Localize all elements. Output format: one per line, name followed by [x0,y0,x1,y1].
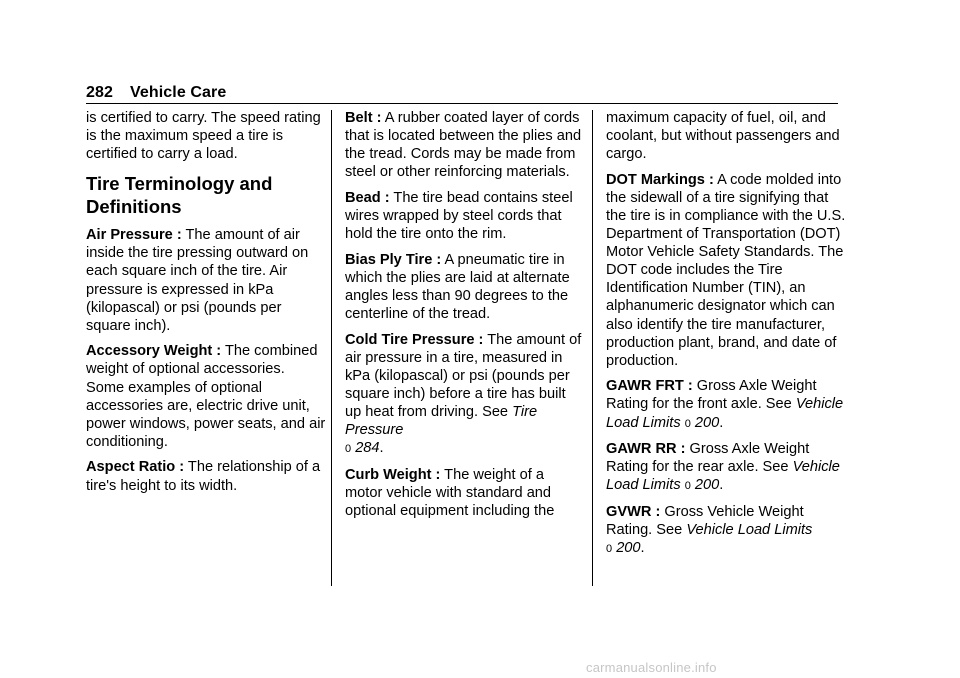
column-3 [606,109,846,566]
page-reference[interactable]: 284 [355,440,380,457]
term: GAWR FRT : [606,378,693,395]
page-header [86,83,226,103]
definition-text: Gross Axle Weight Rating for the rear axle. See [606,441,810,476]
term: Bead : [345,189,390,206]
page-reference[interactable]: 200 [616,540,641,557]
cross-reference-link[interactable]: Vehicle Load Limits [686,521,813,538]
definition-text: A rubber coated layer of cords that is located between the plies and the tread. Cords may be made from steel or other reinforcing materials. [345,110,582,181]
term: Air Pressure : [86,227,182,244]
term: GVWR : [606,503,661,520]
punctuation: . [719,477,724,494]
column-divider-2 [592,110,593,586]
header-rule [86,103,838,104]
definition-text: The amount of air pressure in a tire, measured in kPa (kilopascal) or psi (pounds per square inch) before a tire has built up heat from driving. See [345,331,582,420]
definition-gawr-rr [606,440,846,495]
term: Curb Weight : [345,466,441,483]
definition-accessory-weight [86,342,326,451]
definition-text: A pneumatic tire in which the plies are laid at alternate angles less than 90 degrees to the centerline of the tread. [345,251,570,322]
term: Belt : [345,110,382,126]
intro-paragraph: is certified to carry. The speed rating is the maximum speed a tire is certified to carry a load. [86,110,321,163]
term: Accessory Weight : [86,343,222,360]
definition-text: A code molded into the sidewall of a tire signifying that the tire is in compliance with the U.S. Department of Transportation (DOT) Motor Vehicle Safety Standards. The DOT code includes the Tire Identification Number (TIN), an alphanumeric designator which can also identify the tire manufacturer, production plant, brand, and date of production. [606,171,846,369]
term: DOT Markings : [606,171,714,188]
punctuation: . [379,440,384,457]
definition-text: The weight of a motor vehicle with standard and optional equipment including the [345,466,555,519]
cross-reference-link[interactable]: Vehicle Load Limits [606,459,840,494]
definition-gawr-frt [606,377,846,432]
definition-air-pressure [86,226,326,335]
definition-text: Gross Vehicle Weight Rating. See [606,503,804,538]
definition-bias-ply-tire [345,251,585,323]
term: Bias Ply Tire : [345,251,442,268]
watermark: carmanualsonline.info [586,660,717,675]
page-reference[interactable]: 200 [694,477,720,494]
page-arrow-icon: 0 [684,417,691,430]
section-heading-line1: Tire Terminology and [86,173,273,195]
section-heading-line2: Definitions [86,196,182,218]
term: Aspect Ratio : [86,459,185,476]
definition-belt [345,109,585,181]
definition-text: Gross Axle Weight Rating for the front axle. See [606,378,817,413]
definition-curb-weight [345,466,585,520]
continued-paragraph: maximum capacity of fuel, oil, and coolant, but without passengers and cargo. [606,110,840,163]
cross-reference-link[interactable]: Vehicle Load Limits [606,396,844,431]
column-2 [345,109,585,527]
definition-dot-markings [606,171,846,370]
definition-text: The relationship of a tire's height to its width. [86,459,321,494]
punctuation: . [640,540,645,557]
definition-text: The tire bead contains steel wires wrapped by steel cords that hold the tire onto the rim. [345,189,573,243]
definition-gvwr [606,503,846,558]
page-arrow-icon: 0 [684,480,691,493]
punctuation: . [719,414,724,431]
column-divider-1 [331,110,332,586]
section-heading [86,172,326,218]
definition-text: The amount of air inside the tire pressing outward on each square inch of the tire. Air pressure is expressed in kPa (kilopascal) or psi (pounds per square inch). [86,227,309,334]
definition-aspect-ratio [86,458,326,494]
page-arrow-icon: 0 [606,543,613,556]
definition-bead [345,189,585,243]
page-reference[interactable]: 200 [694,414,720,431]
page-number: 282 [86,84,113,101]
term: Cold Tire Pressure : [345,331,484,348]
definition-cold-tire-pressure [345,331,585,459]
term: GAWR RR : [606,441,686,458]
column-1 [86,109,326,502]
cross-reference-link[interactable]: Tire Pressure [345,403,538,438]
page-arrow-icon: 0 [345,443,352,456]
section-title: Vehicle Care [130,84,227,101]
definition-text: The combined weight of optional accessories. Some examples of optional accessories are, electric drive unit, power windows, power seats, and air conditioning. [86,343,326,450]
